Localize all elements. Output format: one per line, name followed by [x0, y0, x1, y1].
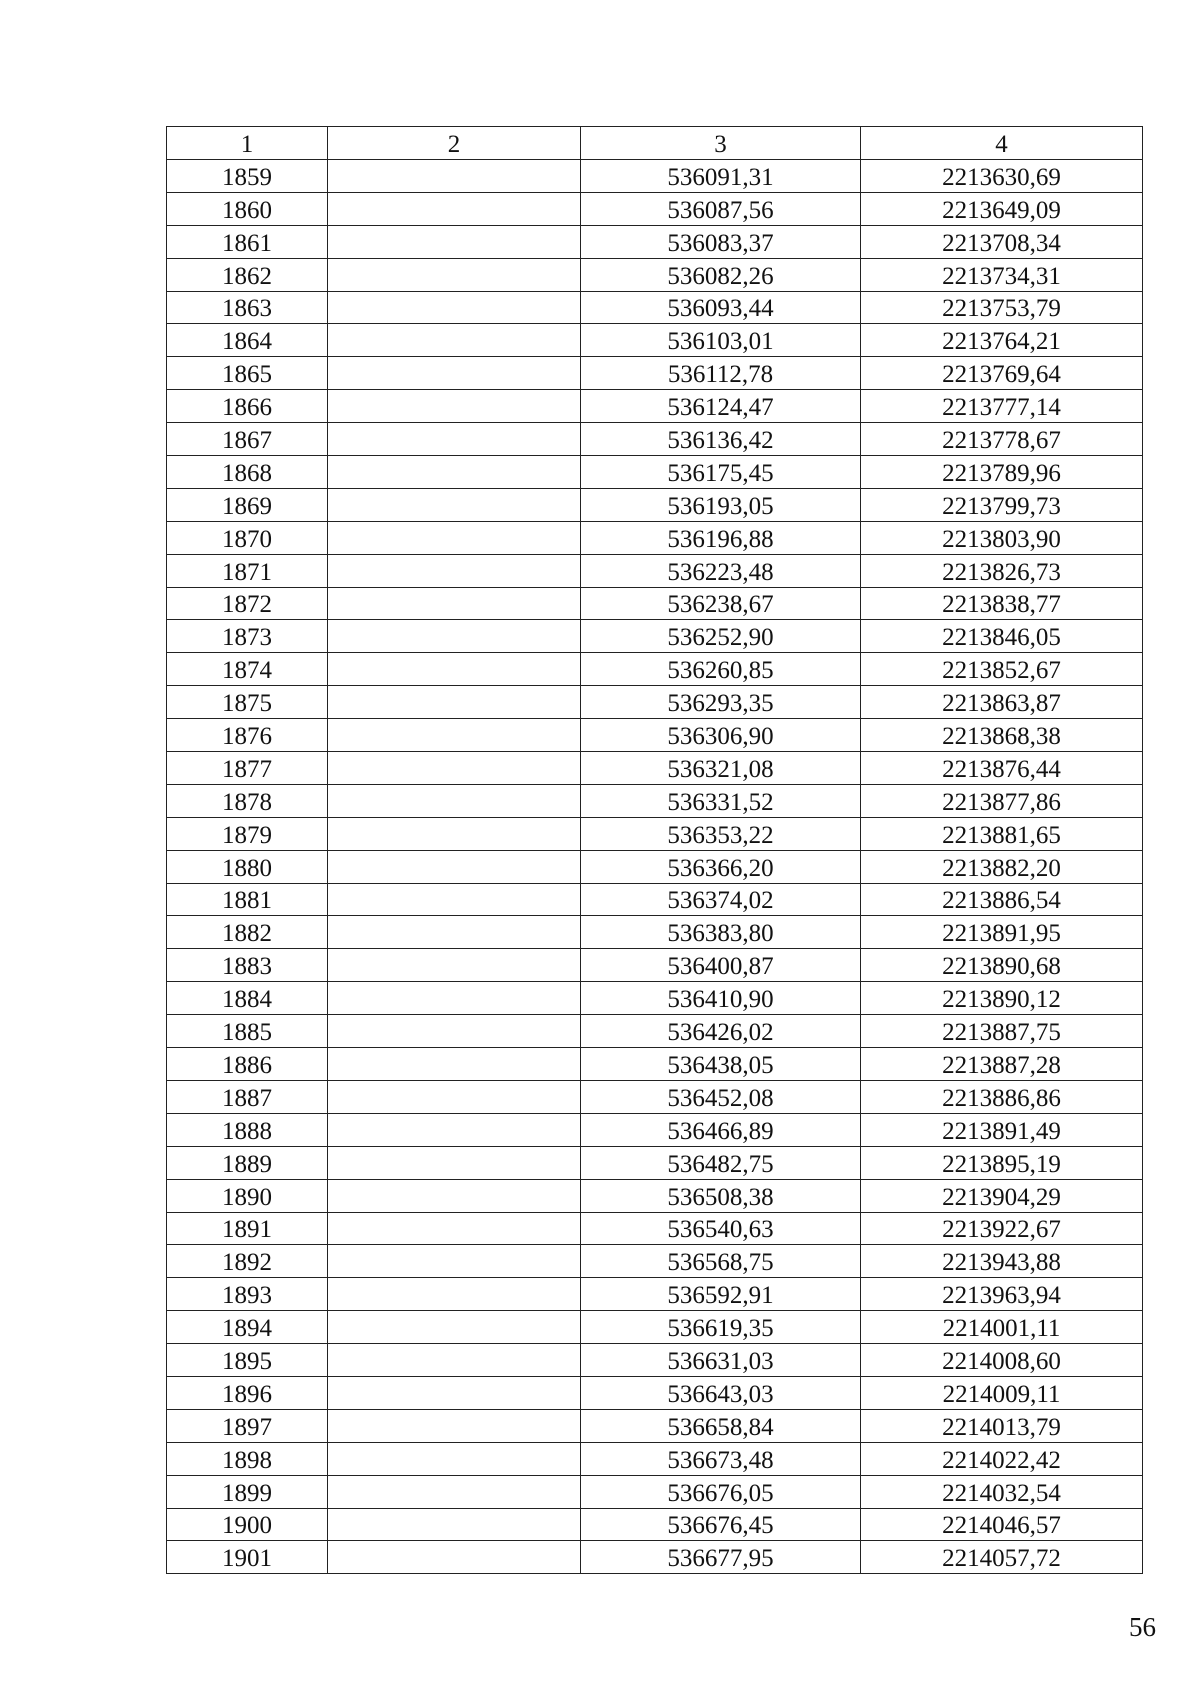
point-number-cell: 1868 [167, 456, 328, 489]
column-2-cell [328, 1048, 581, 1081]
coordinate-y-cell: 2213838,77 [861, 587, 1143, 620]
point-number-cell: 1896 [167, 1376, 328, 1409]
coordinate-y-cell: 2213887,75 [861, 1015, 1143, 1048]
point-number-cell: 1901 [167, 1541, 328, 1574]
coordinate-x-cell: 536223,48 [581, 554, 861, 587]
table-row [167, 1442, 1143, 1475]
table-row [167, 1409, 1143, 1442]
column-2-cell [328, 817, 581, 850]
column-2-cell [328, 1278, 581, 1311]
point-number-cell: 1888 [167, 1113, 328, 1146]
point-number-cell: 1876 [167, 719, 328, 752]
point-number-cell: 1884 [167, 982, 328, 1015]
point-number-cell: 1863 [167, 291, 328, 324]
table-row [167, 784, 1143, 817]
table-header [167, 127, 1143, 160]
coordinate-y-cell: 2213649,09 [861, 192, 1143, 225]
coordinate-y-cell: 2213764,21 [861, 324, 1143, 357]
column-2-cell [328, 1245, 581, 1278]
column-2-cell [328, 784, 581, 817]
point-number-cell: 1880 [167, 850, 328, 883]
coordinate-y-cell: 2214046,57 [861, 1508, 1143, 1541]
point-number-cell: 1873 [167, 620, 328, 653]
coordinate-y-cell: 2213708,34 [861, 225, 1143, 258]
coordinate-x-cell: 536306,90 [581, 719, 861, 752]
coordinate-x-cell: 536293,35 [581, 686, 861, 719]
column-2-cell [328, 883, 581, 916]
coordinate-x-cell: 536568,75 [581, 1245, 861, 1278]
table-row [167, 1344, 1143, 1377]
coordinate-y-cell: 2213803,90 [861, 521, 1143, 554]
table-row [167, 192, 1143, 225]
coordinate-x-cell: 536410,90 [581, 982, 861, 1015]
coordinate-x-cell: 536136,42 [581, 423, 861, 456]
coordinate-y-cell: 2213882,20 [861, 850, 1143, 883]
coordinate-x-cell: 536383,80 [581, 916, 861, 949]
table-row [167, 1015, 1143, 1048]
coordinate-x-cell: 536438,05 [581, 1048, 861, 1081]
coordinate-x-cell: 536238,67 [581, 587, 861, 620]
coordinate-x-cell: 536374,02 [581, 883, 861, 916]
column-2-cell [328, 1179, 581, 1212]
coordinate-y-cell: 2213778,67 [861, 423, 1143, 456]
point-number-cell: 1899 [167, 1475, 328, 1508]
coordinate-y-cell: 2213886,54 [861, 883, 1143, 916]
point-number-cell: 1865 [167, 357, 328, 390]
column-2-cell [328, 488, 581, 521]
coordinate-y-cell: 2213922,67 [861, 1212, 1143, 1245]
table-row [167, 1508, 1143, 1541]
point-number-cell: 1893 [167, 1278, 328, 1311]
column-2-cell [328, 456, 581, 489]
point-number-cell: 1897 [167, 1409, 328, 1442]
coordinate-y-cell: 2214022,42 [861, 1442, 1143, 1475]
coordinate-x-cell: 536093,44 [581, 291, 861, 324]
table-row [167, 456, 1143, 489]
column-2-cell [328, 225, 581, 258]
table-row [167, 357, 1143, 390]
coordinate-x-cell: 536175,45 [581, 456, 861, 489]
coordinate-y-cell: 2214057,72 [861, 1541, 1143, 1574]
table-row [167, 1179, 1143, 1212]
coordinate-y-cell: 2213890,12 [861, 982, 1143, 1015]
column-header-1: 1 [167, 127, 328, 160]
table-row [167, 258, 1143, 291]
coordinate-y-cell: 2213895,19 [861, 1146, 1143, 1179]
column-2-cell [328, 620, 581, 653]
point-number-cell: 1878 [167, 784, 328, 817]
coordinate-y-cell: 2213891,95 [861, 916, 1143, 949]
column-2-cell [328, 1344, 581, 1377]
column-2-cell [328, 192, 581, 225]
page-number: 56 [1129, 1612, 1156, 1642]
coordinate-y-cell: 2214013,79 [861, 1409, 1143, 1442]
point-number-cell: 1866 [167, 390, 328, 423]
point-number-cell: 1885 [167, 1015, 328, 1048]
coordinate-x-cell: 536112,78 [581, 357, 861, 390]
point-number-cell: 1900 [167, 1508, 328, 1541]
table-row [167, 1376, 1143, 1409]
point-number-cell: 1875 [167, 686, 328, 719]
coordinate-x-cell: 536452,08 [581, 1080, 861, 1113]
point-number-cell: 1890 [167, 1179, 328, 1212]
coordinate-x-cell: 536466,89 [581, 1113, 861, 1146]
coordinate-x-cell: 536260,85 [581, 653, 861, 686]
table-row [167, 620, 1143, 653]
table-row [167, 916, 1143, 949]
coordinate-y-cell: 2214032,54 [861, 1475, 1143, 1508]
coordinate-y-cell: 2213769,64 [861, 357, 1143, 390]
coordinate-x-cell: 536196,88 [581, 521, 861, 554]
coordinate-x-cell: 536631,03 [581, 1344, 861, 1377]
table-row [167, 1245, 1143, 1278]
point-number-cell: 1859 [167, 160, 328, 193]
point-number-cell: 1895 [167, 1344, 328, 1377]
coordinate-y-cell: 2213789,96 [861, 456, 1143, 489]
column-2-cell [328, 916, 581, 949]
column-2-cell [328, 258, 581, 291]
point-number-cell: 1871 [167, 554, 328, 587]
coordinate-x-cell: 536087,56 [581, 192, 861, 225]
coordinate-x-cell: 536592,91 [581, 1278, 861, 1311]
coordinate-x-cell: 536643,03 [581, 1376, 861, 1409]
coordinate-x-cell: 536252,90 [581, 620, 861, 653]
coordinate-x-cell: 536091,31 [581, 160, 861, 193]
point-number-cell: 1864 [167, 324, 328, 357]
column-2-cell [328, 521, 581, 554]
table-row [167, 390, 1143, 423]
coordinate-y-cell: 2213777,14 [861, 390, 1143, 423]
column-2-cell [328, 554, 581, 587]
point-number-cell: 1894 [167, 1311, 328, 1344]
coordinate-x-cell: 536366,20 [581, 850, 861, 883]
column-header-2: 2 [328, 127, 581, 160]
coordinate-y-cell: 2213734,31 [861, 258, 1143, 291]
column-2-cell [328, 686, 581, 719]
column-2-cell [328, 1541, 581, 1574]
column-header-3: 3 [581, 127, 861, 160]
point-number-cell: 1882 [167, 916, 328, 949]
point-number-cell: 1870 [167, 521, 328, 554]
column-2-cell [328, 949, 581, 982]
coordinate-x-cell: 536103,01 [581, 324, 861, 357]
column-2-cell [328, 423, 581, 456]
coordinate-x-cell: 536082,26 [581, 258, 861, 291]
coordinate-x-cell: 536321,08 [581, 752, 861, 785]
coordinate-y-cell: 2213863,87 [861, 686, 1143, 719]
column-2-cell [328, 1146, 581, 1179]
column-2-cell [328, 1212, 581, 1245]
table-row [167, 1311, 1143, 1344]
point-number-cell: 1869 [167, 488, 328, 521]
coordinate-y-cell: 2213891,49 [861, 1113, 1143, 1146]
table-row [167, 850, 1143, 883]
column-2-cell [328, 752, 581, 785]
table-row [167, 1080, 1143, 1113]
table-row [167, 719, 1143, 752]
table-row [167, 1048, 1143, 1081]
table-row [167, 225, 1143, 258]
coordinate-y-cell: 2213881,65 [861, 817, 1143, 850]
column-2-cell [328, 1442, 581, 1475]
column-2-cell [328, 324, 581, 357]
point-number-cell: 1862 [167, 258, 328, 291]
column-2-cell [328, 1080, 581, 1113]
column-2-cell [328, 1113, 581, 1146]
table-row [167, 1278, 1143, 1311]
coordinate-y-cell: 2213877,86 [861, 784, 1143, 817]
table-row [167, 752, 1143, 785]
coordinate-x-cell: 536673,48 [581, 1442, 861, 1475]
table-row [167, 521, 1143, 554]
coordinate-y-cell: 2213799,73 [861, 488, 1143, 521]
table-row [167, 817, 1143, 850]
coordinate-y-cell: 2213887,28 [861, 1048, 1143, 1081]
coordinate-x-cell: 536400,87 [581, 949, 861, 982]
coordinate-y-cell: 2213904,29 [861, 1179, 1143, 1212]
table-row [167, 1113, 1143, 1146]
coordinate-x-cell: 536193,05 [581, 488, 861, 521]
coordinate-x-cell: 536676,05 [581, 1475, 861, 1508]
table-row [167, 982, 1143, 1015]
coordinate-y-cell: 2213826,73 [861, 554, 1143, 587]
column-2-cell [328, 1015, 581, 1048]
coordinate-y-cell: 2213753,79 [861, 291, 1143, 324]
table-row [167, 1541, 1143, 1574]
header-row [167, 127, 1143, 160]
coordinate-x-cell: 536540,63 [581, 1212, 861, 1245]
table-row [167, 160, 1143, 193]
coordinate-x-cell: 536353,22 [581, 817, 861, 850]
column-header-4: 4 [861, 127, 1143, 160]
column-2-cell [328, 160, 581, 193]
point-number-cell: 1867 [167, 423, 328, 456]
point-number-cell: 1889 [167, 1146, 328, 1179]
table-row [167, 423, 1143, 456]
coordinate-x-cell: 536426,02 [581, 1015, 861, 1048]
coordinate-x-cell: 536677,95 [581, 1541, 861, 1574]
point-number-cell: 1881 [167, 883, 328, 916]
column-2-cell [328, 653, 581, 686]
point-number-cell: 1898 [167, 1442, 328, 1475]
coordinate-y-cell: 2213943,88 [861, 1245, 1143, 1278]
coordinate-x-cell: 536124,47 [581, 390, 861, 423]
table-row [167, 686, 1143, 719]
coordinate-x-cell: 536331,52 [581, 784, 861, 817]
coordinate-x-cell: 536482,75 [581, 1146, 861, 1179]
column-2-cell [328, 1475, 581, 1508]
point-number-cell: 1883 [167, 949, 328, 982]
coordinate-y-cell: 2213852,67 [861, 653, 1143, 686]
column-2-cell [328, 1409, 581, 1442]
point-number-cell: 1892 [167, 1245, 328, 1278]
point-number-cell: 1887 [167, 1080, 328, 1113]
coordinate-y-cell: 2213886,86 [861, 1080, 1143, 1113]
table-row [167, 324, 1143, 357]
coordinate-y-cell: 2214008,60 [861, 1344, 1143, 1377]
column-2-cell [328, 850, 581, 883]
coordinate-y-cell: 2213963,94 [861, 1278, 1143, 1311]
coordinate-y-cell: 2213868,38 [861, 719, 1143, 752]
table-row [167, 1146, 1143, 1179]
coordinate-y-cell: 2213630,69 [861, 160, 1143, 193]
coordinate-y-cell: 2214009,11 [861, 1376, 1143, 1409]
table-row [167, 291, 1143, 324]
point-number-cell: 1860 [167, 192, 328, 225]
table-row [167, 949, 1143, 982]
point-number-cell: 1872 [167, 587, 328, 620]
coordinate-y-cell: 2213876,44 [861, 752, 1143, 785]
point-number-cell: 1861 [167, 225, 328, 258]
column-2-cell [328, 1508, 581, 1541]
table-body [167, 160, 1143, 1574]
table-row [167, 653, 1143, 686]
column-2-cell [328, 719, 581, 752]
point-number-cell: 1886 [167, 1048, 328, 1081]
column-2-cell [328, 357, 581, 390]
point-number-cell: 1877 [167, 752, 328, 785]
coordinate-y-cell: 2213846,05 [861, 620, 1143, 653]
table-row [167, 488, 1143, 521]
column-2-cell [328, 1311, 581, 1344]
coordinate-x-cell: 536619,35 [581, 1311, 861, 1344]
table-row [167, 587, 1143, 620]
coordinate-y-cell: 2213890,68 [861, 949, 1143, 982]
coordinate-x-cell: 536083,37 [581, 225, 861, 258]
coordinates-table [166, 126, 1143, 1574]
column-2-cell [328, 982, 581, 1015]
table-row [167, 1475, 1143, 1508]
column-2-cell [328, 1376, 581, 1409]
point-number-cell: 1874 [167, 653, 328, 686]
point-number-cell: 1891 [167, 1212, 328, 1245]
coordinate-x-cell: 536658,84 [581, 1409, 861, 1442]
coordinate-x-cell: 536508,38 [581, 1179, 861, 1212]
column-2-cell [328, 587, 581, 620]
table-row [167, 1212, 1143, 1245]
table-row [167, 883, 1143, 916]
coordinate-x-cell: 536676,45 [581, 1508, 861, 1541]
column-2-cell [328, 390, 581, 423]
coordinate-y-cell: 2214001,11 [861, 1311, 1143, 1344]
column-2-cell [328, 291, 581, 324]
table-row [167, 554, 1143, 587]
point-number-cell: 1879 [167, 817, 328, 850]
